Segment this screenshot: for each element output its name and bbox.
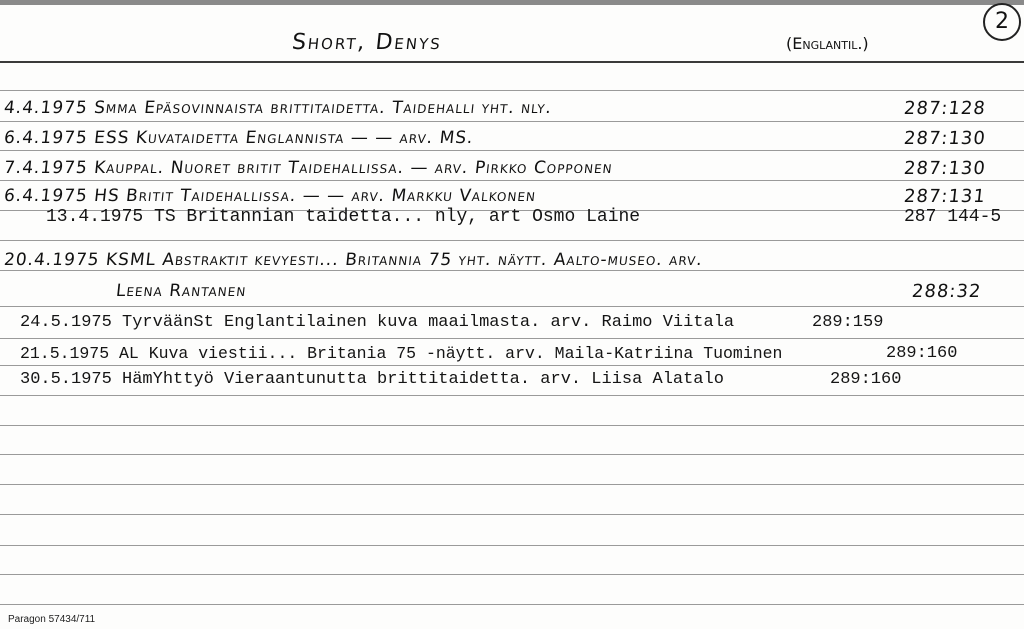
ruled-line xyxy=(0,395,1024,396)
typed-entry: 13.4.1975 TS Britannian taidetta... nly, art Osmo Laine xyxy=(46,207,641,227)
typed-ref: 287 144-5 xyxy=(904,207,1002,227)
handwritten-entry: Leena Rantanen xyxy=(114,281,248,301)
handwritten-ref: 287:131 xyxy=(902,186,987,207)
card-top-edge xyxy=(0,0,1024,5)
ruled-line xyxy=(0,338,1024,339)
card-number-circle: 2 xyxy=(983,3,1021,41)
heading-rule xyxy=(0,61,1024,63)
handwritten-ref: 287:128 xyxy=(902,98,987,119)
ruled-line xyxy=(0,240,1024,241)
typed-ref: 289:160 xyxy=(886,344,958,363)
handwritten-entry: 6.4.1975 ESS Kuvataidetta Englannista — — arv. MS. xyxy=(2,128,475,148)
handwritten-entry: 6.4.1975 HS Britit Taidehallissa. — — arv. Markku Valkonen xyxy=(2,186,538,206)
card-footer-print: Paragon 57434/711 xyxy=(8,614,96,625)
ruled-line xyxy=(0,484,1024,485)
typed-entry: 21.5.1975 AL Kuva viestii... Britania 75 -näytt. arv. Maila-Katriina Tuominen xyxy=(20,344,783,363)
handwritten-entry: 7.4.1975 Kauppal. Nuoret britit Taidehallissa. — arv. Pirkko Copponen xyxy=(2,158,614,178)
ruled-line xyxy=(0,604,1024,605)
card-heading-name: Short, Denys xyxy=(290,30,444,55)
ruled-line xyxy=(0,365,1024,366)
ruled-line xyxy=(0,150,1024,151)
ruled-line xyxy=(0,545,1024,546)
handwritten-ref: 287:130 xyxy=(902,158,987,179)
ruled-line xyxy=(0,270,1024,271)
ruled-line xyxy=(0,514,1024,515)
handwritten-entry: 20.4.1975 KSML Abstraktit kevyesti... Britannia 75 yht. näytt. Aalto-museo. arv. xyxy=(2,250,704,270)
ruled-line xyxy=(0,454,1024,455)
card-heading-note: (Englantil.) xyxy=(786,34,869,53)
ruled-line xyxy=(0,90,1024,91)
typed-entry: 24.5.1975 TyrväänSt Englantilainen kuva maailmasta. arv. Raimo Viitala xyxy=(20,313,735,332)
handwritten-ref: 288:32 xyxy=(910,281,983,302)
ruled-line xyxy=(0,180,1024,181)
typed-ref: 289:159 xyxy=(812,313,884,332)
handwritten-entry: 4.4.1975 Smma Epäsovinnaista brittitaidetta. Taidehalli yht. nly. xyxy=(2,98,554,118)
handwritten-ref: 287:130 xyxy=(902,128,987,149)
typed-ref: 289:160 xyxy=(830,370,902,389)
typed-entry: 30.5.1975 HämYhttyö Vieraantunutta brittitaidetta. arv. Liisa Alatalo xyxy=(20,370,724,389)
ruled-line xyxy=(0,574,1024,575)
ruled-line xyxy=(0,121,1024,122)
ruled-line xyxy=(0,425,1024,426)
ruled-line xyxy=(0,306,1024,307)
